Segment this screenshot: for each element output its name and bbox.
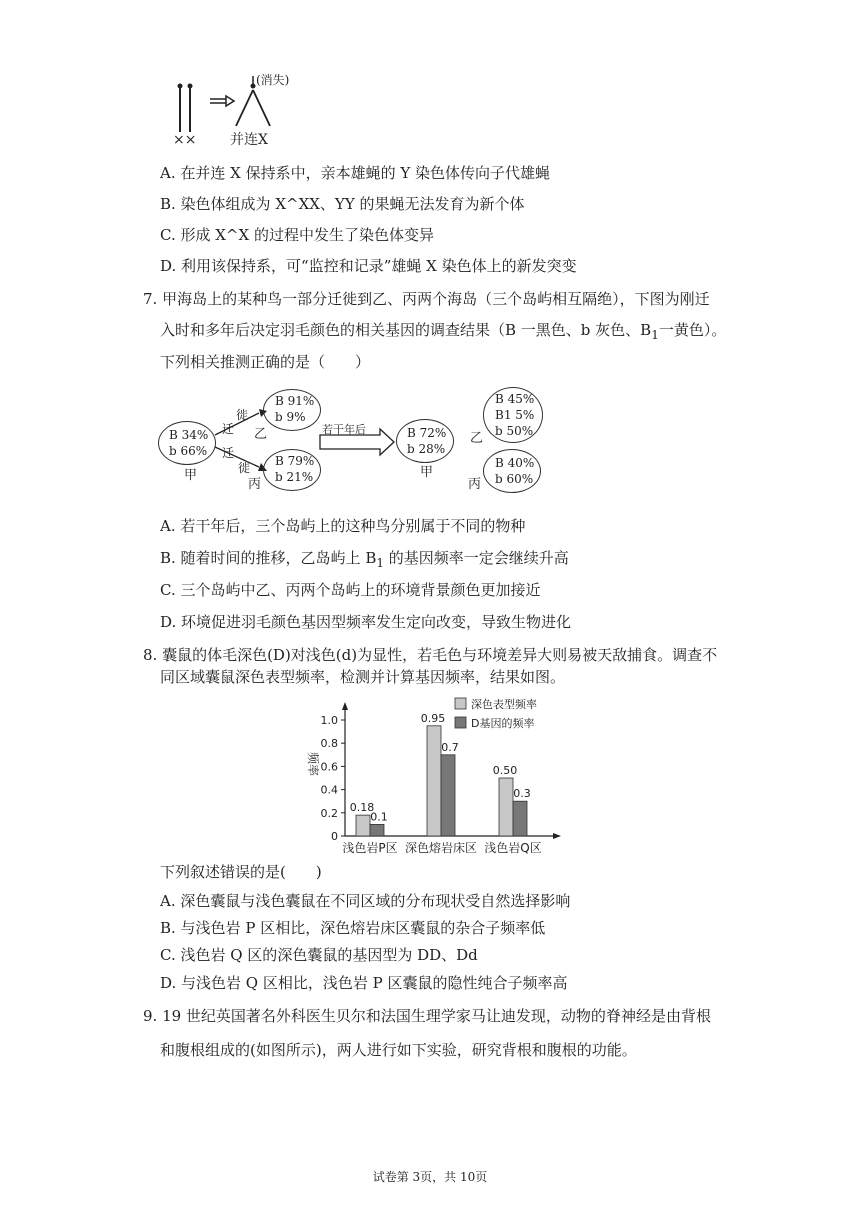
y-tick-label: 0.4 [320,783,338,797]
q8-stem-line1: 8. 囊鼠的体毛深色(D)对浅色(d)为显性，若毛色与环境差异大则易被天敌捕食。调查不 [143,646,718,664]
q7-stem-line1: 7. 甲海岛上的某种鸟一部分迁徙到乙、丙两个海岛（三个岛屿相互隔绝），下图为刚迁 [143,290,710,308]
q7-option-b-pre: B. 随着时间的推移，乙岛屿上 B [160,549,377,567]
q7-stem-sub: 1 [651,328,659,342]
q6-option-a: A. 在并连 X 保持系中，亲本雄蝇的 Y 染色体传向子代雄蝇 [160,164,551,182]
bing-initial-label: 丙 [248,477,262,492]
xx-label: ×× [173,132,197,148]
x-category-label: 浅色岩P区 [342,841,398,855]
bar [499,778,513,836]
yi-initial-lb: b 9% [275,410,306,424]
y-axis-label: 频率 [306,751,320,777]
y-axis-arrow [342,702,348,710]
bing-later-lb: b 60% [495,472,534,486]
jia-later-label: 甲 [420,465,434,480]
q7-stem-line2-tail: 一黄色）。 [658,321,727,339]
bar [427,726,441,836]
q9-line1: 9. 19 世纪英国著名外科医生贝尔和法国生理学家马让迪发现，动物的脊神经是由背根 [143,1007,711,1025]
bar-value-label: 0.50 [492,764,518,777]
jia-initial-b: B 34% [169,428,209,442]
y-tick-label: 0 [331,830,338,843]
legend-label: 深色表型频率 [471,698,537,711]
yi-later-label: 乙 [470,431,484,446]
y-tick-label: 1.0 [320,714,338,727]
q6-option-d: D. 利用该保持系，可“监控和记录”雄蝇 X 染色体上的新发突变 [160,257,577,275]
q7-option-b-post: 的基因频率一定会继续升高 [384,549,569,567]
bar-value-label: 0.7 [441,740,459,754]
bar [441,755,455,836]
years-later-text: 若干年后 [322,423,366,436]
yi-later-lb: b 50% [495,424,534,438]
bar [513,801,527,836]
q7-option-a: A. 若干年后，三个岛屿上的这种鸟分别属于不同的物种 [160,517,526,535]
q7-stem-line3: 下列相关推测正确的是（ ） [160,353,371,371]
bar-value-label: 0.3 [513,787,531,801]
q7-option-c: C. 三个岛屿中乙、丙两个岛屿上的环境背景颜色更加接近 [160,581,541,599]
legend-swatch [455,717,466,728]
yi-initial-label: 乙 [254,427,268,442]
jia-later-lb: b 28% [407,442,446,456]
y-tick-label: 0.2 [320,806,338,820]
lower-arrow-label-2: 徙 [238,461,251,475]
q8-stem-line2: 同区域囊鼠深色表型频率，检测并计算基因频率，结果如图。 [160,668,566,686]
y-tick-label: 0.6 [320,760,338,774]
bing-later-b: B 40% [495,456,535,470]
q8-option-a: A. 深色囊鼠与浅色囊鼠在不同区域的分布现状受自然选择影响 [160,892,571,910]
x-category-label: 深色熔岩床区 [404,841,478,855]
legend-swatch [455,698,466,709]
bar-value-label: 0.95 [420,711,446,725]
q7-stem-line2 [160,320,726,345]
jia-initial-lb: b 66% [169,444,208,458]
jia-initial-label: 甲 [184,468,198,483]
q7-stem-line2-text: 入时和多年后决定羽毛颜色的相关基因的调查结果（B 一黑色、b 灰色、B [160,321,652,339]
q8-option-d: D. 与浅色岩 Q 区相比，浅色岩 P 区囊鼠的隐性纯合子频率高 [160,974,568,992]
legend-label: D基因的频率 [471,717,535,730]
q7-option-b-sub: 1 [376,556,384,570]
attached-x-label: 并连X [230,132,268,148]
y-tick-label: 0.8 [320,737,338,751]
upper-arrow-label-2: 迁 [222,422,235,436]
bing-initial-b: B 79% [275,454,315,468]
bar-value-label: 0.1 [370,810,388,824]
q6-option-c: C. 形成 X^X 的过程中发生了染色体变异 [160,226,434,244]
yi-later-b1: B1 5% [495,408,535,422]
jia-later-b: B 72% [407,426,447,440]
vanish-label: (消失) [256,73,290,87]
bing-initial-lb: b 21% [275,470,314,484]
bing-later-label: 丙 [468,477,482,492]
upper-arrow-label-1: 徙 [236,408,249,422]
q8-after-chart: 下列叙述错误的是( ) [160,863,322,881]
q8-bar-chart [295,692,565,858]
q9-line2: 和腹根组成的(如图所示)，两人进行如下实验，研究背根和腹根的功能。 [160,1041,637,1059]
x-axis-arrow [553,833,561,839]
bar [356,815,370,836]
q7-figure [158,385,548,495]
x-category-label: 浅色岩Q区 [484,841,542,855]
bar [370,824,384,836]
q7-option-d: D. 环境促进羽毛颜色基因型频率发生定向改变，导致生物进化 [160,613,572,631]
yi-initial-b: B 91% [275,394,315,408]
yi-later-b: B 45% [495,392,535,406]
q6-option-b: B. 染色体组成为 X^XX、YY 的果蝇无法发育为新个体 [160,195,525,213]
lower-arrow-label-1: 迁 [222,446,235,460]
q7-option-b [160,548,569,573]
q8-option-b: B. 与浅色岩 P 区相比，深色熔岩床区囊鼠的杂合子频率低 [160,919,546,937]
q8-option-c: C. 浅色岩 Q 区的深色囊鼠的基因型为 DD、Dd [160,946,478,964]
bar-value-label: 0.18 [349,801,375,815]
page-footer: 试卷第 3页，共 10页 [372,1170,488,1184]
attached-x-figure [168,72,308,150]
